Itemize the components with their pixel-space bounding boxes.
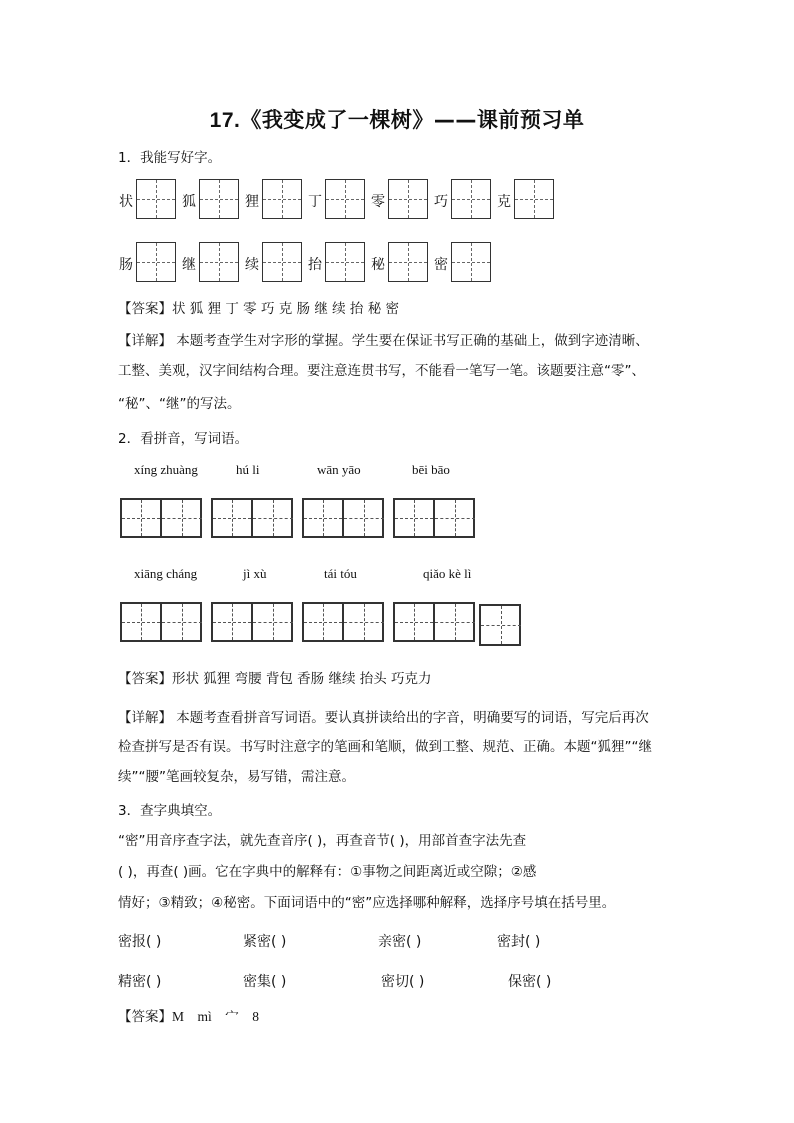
q2-detail-line: 检查拼写是否有误。书写时注意字的笔画和笔顺，做到工整、规范、正确。本题“狐狸”“继 [118, 739, 652, 755]
q2-heading: 2．看拼音，写词语。 [118, 431, 249, 447]
tianzige-box[interactable] [451, 179, 491, 219]
tianzige-box[interactable] [325, 242, 365, 282]
q1-heading: 1．我能写好字。 [118, 150, 222, 166]
q1-answer: 【答案】状 狐 狸 丁 零 巧 克 肠 继 续 抬 秘 密 [118, 301, 399, 317]
q1-char: 继 [182, 257, 196, 273]
q2-detail-line: 续”“腰”笔画较复杂，易写错，需注意。 [118, 769, 355, 785]
q1-char: 巧 [434, 194, 448, 210]
q1-char: 丁 [308, 194, 322, 210]
pinyin-label: xíng zhuàng [134, 462, 198, 477]
fill-blank-item[interactable]: 亲密( ) [378, 934, 422, 950]
tianzige-box[interactable] [199, 179, 239, 219]
q1-char: 狸 [245, 194, 259, 210]
pinyin-label: tái tóu [324, 566, 357, 581]
word-grid[interactable] [211, 498, 293, 538]
q3-answer: 【答案】M mì 宀 8 [118, 1009, 260, 1025]
pinyin-label: xiāng cháng [134, 566, 198, 581]
tianzige-box[interactable] [199, 242, 239, 282]
word-grid[interactable] [393, 498, 475, 538]
fill-blank-item[interactable]: 密切( ) [381, 974, 425, 990]
tianzige-box[interactable] [388, 179, 428, 219]
q1-char: 续 [245, 257, 259, 273]
pinyin-label: qiǎo kè lì [423, 566, 472, 581]
pinyin-label: wān yāo [317, 462, 361, 477]
tianzige-box[interactable] [388, 242, 428, 282]
q3-text-line: 情好；③精致；④秘密。下面词语中的“密”应选择哪种解释，选择序号填在括号里。 [118, 895, 616, 911]
q3-text-line: ( )，再查( )画。它在字典中的解释有：①事物之间距离近或空隙；②感 [118, 864, 537, 880]
tianzige-box[interactable] [451, 242, 491, 282]
q3-heading: 3．查字典填空。 [118, 803, 222, 819]
fill-blank-item[interactable]: 精密( ) [118, 974, 162, 990]
word-grid[interactable] [120, 498, 202, 538]
q1-char: 密 [434, 257, 448, 273]
q1-char: 狐 [182, 194, 196, 210]
tianzige-box[interactable] [325, 179, 365, 219]
q2-answer: 【答案】形状 狐狸 弯腰 背包 香肠 继续 抬头 巧克力 [118, 671, 432, 687]
q1-char: 状 [119, 194, 133, 210]
pinyin-label: bēi bāo [412, 462, 450, 477]
q1-detail-line: 【详解】 本题考查学生对字形的掌握。学生要在保证书写正确的基础上，做到字迹清晰、 [118, 333, 649, 349]
q1-char: 零 [371, 194, 385, 210]
tianzige-box[interactable] [262, 242, 302, 282]
word-grid[interactable] [393, 602, 475, 642]
q3-text-line: “密”用音序查字法，就先查音序( )，再查音节( )，用部首查字法先查 [118, 833, 527, 849]
fill-blank-item[interactable]: 密封( ) [497, 934, 541, 950]
fill-blank-item[interactable]: 紧密( ) [243, 934, 287, 950]
word-grid[interactable] [211, 602, 293, 642]
fill-blank-item[interactable]: 保密( ) [508, 974, 552, 990]
q1-detail-line: “秘”、“继”的写法。 [118, 396, 241, 412]
word-grid[interactable] [302, 602, 384, 642]
tianzige-box[interactable] [136, 179, 176, 219]
word-grid[interactable] [302, 498, 384, 538]
q1-char: 克 [497, 194, 511, 210]
fill-blank-item[interactable]: 密报( ) [118, 934, 162, 950]
word-grid[interactable] [120, 602, 202, 642]
page-title: 17.《我变成了一棵树》——课前预习单 [209, 108, 585, 132]
q1-detail-line: 工整、美观，汉字间结构合理。要注意连贯书写，不能看一笔写一笔。该题要注意“零”、 [118, 363, 645, 379]
q1-char: 肠 [119, 257, 133, 273]
tianzige-box[interactable] [514, 179, 554, 219]
fill-blank-item[interactable]: 密集( ) [243, 974, 287, 990]
pinyin-label: hú li [236, 462, 260, 477]
q1-char: 抬 [308, 257, 322, 273]
tianzige-box[interactable] [136, 242, 176, 282]
q1-char: 秘 [371, 257, 385, 273]
pinyin-label: jì xù [243, 566, 267, 581]
tianzige-box[interactable] [262, 179, 302, 219]
word-grid[interactable] [479, 604, 521, 646]
q2-detail-line: 【详解】 本题考查看拼音写词语。要认真拼读给出的字音，明确要写的词语，写完后再次 [118, 710, 649, 726]
